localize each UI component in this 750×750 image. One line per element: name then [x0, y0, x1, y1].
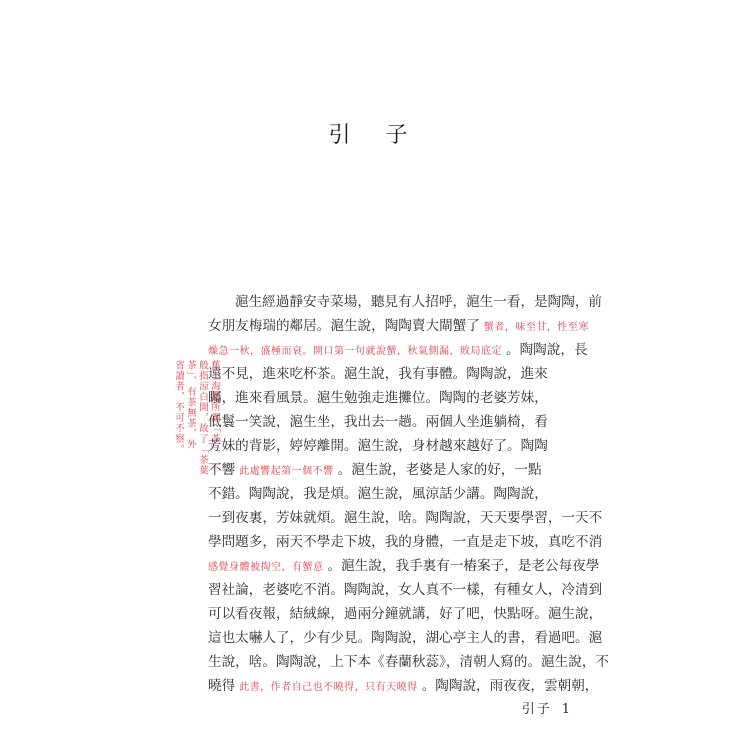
text-line [208, 626, 603, 650]
text-line [208, 530, 603, 554]
line-text: 不錯。陶陶說，我是煩。滬生說，風涼話少講。陶陶說， [208, 486, 548, 502]
line-text: 這也太嚇人了，少有少見。陶陶說，湖心亭主人的書，看過吧。滬 [208, 630, 603, 646]
annotation-note: 燥急一秋，盛極而衰。開口第一句就說蟹，秋氣側漏，敗局底定 [208, 346, 502, 357]
text-line [208, 338, 588, 362]
line-text: 。陶陶說，長 [506, 342, 588, 358]
text-line [208, 482, 580, 506]
line-text: 滬生經過靜安寺菜場，聽見有人招呼，滬生一看，是陶陶，前 [235, 294, 603, 310]
text-line [208, 650, 610, 674]
line-text: 習社論，老婆吃不消。陶陶說，女人真不一樣，有種女人，冷清到 [208, 582, 603, 598]
annotation-note: 此書，作者自己也不曉得，只有天曉得 [239, 682, 418, 693]
line-text: 。陶陶說，雨夜夜，雲朝朝， [421, 678, 599, 694]
line-text: 。滬生說，老婆是人家的好，一點 [337, 462, 542, 478]
side-note-line: 茶」，有茶無茶，外 [185, 360, 196, 450]
line-text: 低鬟一笑說，滬生坐，我出去一趟。兩個人坐進躺椅，看 [208, 414, 548, 430]
line-text: 一到夜裏，芳妹就煩。滬生說，啥。陶陶說，天天要學習，一天不 [208, 510, 603, 526]
text-line [208, 458, 580, 482]
annotation-note: 感覺身體被掏空，有蟹意 [208, 562, 324, 573]
side-note-line: 舊上海話所謂「茶」，一 [209, 360, 220, 471]
text-line [208, 386, 580, 410]
text-line [208, 602, 603, 626]
line-text: 矚，進來看風景。滬生勉強走進攤位。陶陶的老婆芳妹， [208, 390, 548, 406]
text-line [208, 578, 603, 602]
line-text: 生說，啥。陶陶說，上下本《春蘭秋蕊》，清朝人寫的。滬生說，不 [208, 654, 610, 670]
text-line [208, 506, 603, 530]
line-text: 學問題多，兩天不學走下坡，我的身體，一直是走下坡，真吃不消 [208, 534, 603, 550]
footer-chapter-label: 引子 [521, 702, 552, 717]
line-prefix: 不響 [208, 462, 236, 478]
page-footer [522, 698, 572, 717]
text-line [208, 410, 580, 434]
text-line [208, 434, 580, 458]
text-line [208, 362, 580, 386]
line-text: 女朋友梅瑞的鄰居。滬生說，陶陶賣大閘蟹了 [208, 318, 480, 334]
line-text: 芳妹的背影，婷婷離開。滬生說，身材越來越好了。陶陶 [208, 438, 548, 454]
side-note-line: 般指涼白開，故了「茶葉 [197, 360, 208, 476]
text-line [208, 674, 599, 698]
side-annotation [172, 360, 220, 490]
text-line [208, 554, 600, 578]
page-number: 1 [561, 702, 572, 717]
text-line [208, 290, 603, 314]
line-text: 。滬生說，我手裏有一樁案子，是老公每夜學 [327, 558, 600, 574]
line-text: 可以看夜報，結絨線，過兩分鐘就講，好了吧，快點呀。滬生說， [208, 606, 603, 622]
text-line [208, 314, 589, 338]
body-text [208, 290, 610, 698]
line-text: 遠不見，進來吃杯茶。滬生說，我有事體。陶陶說，進來 [208, 366, 548, 382]
side-note-line: 省讀者，不可不察。 [173, 360, 184, 455]
annotation-note: 此處響起第一個不響 [239, 466, 334, 477]
line-prefix: 曉得 [208, 678, 236, 694]
chapter-title: 引 子 [328, 123, 422, 148]
annotation-note: 蟹者，味至甘，性至寒 [483, 322, 589, 333]
